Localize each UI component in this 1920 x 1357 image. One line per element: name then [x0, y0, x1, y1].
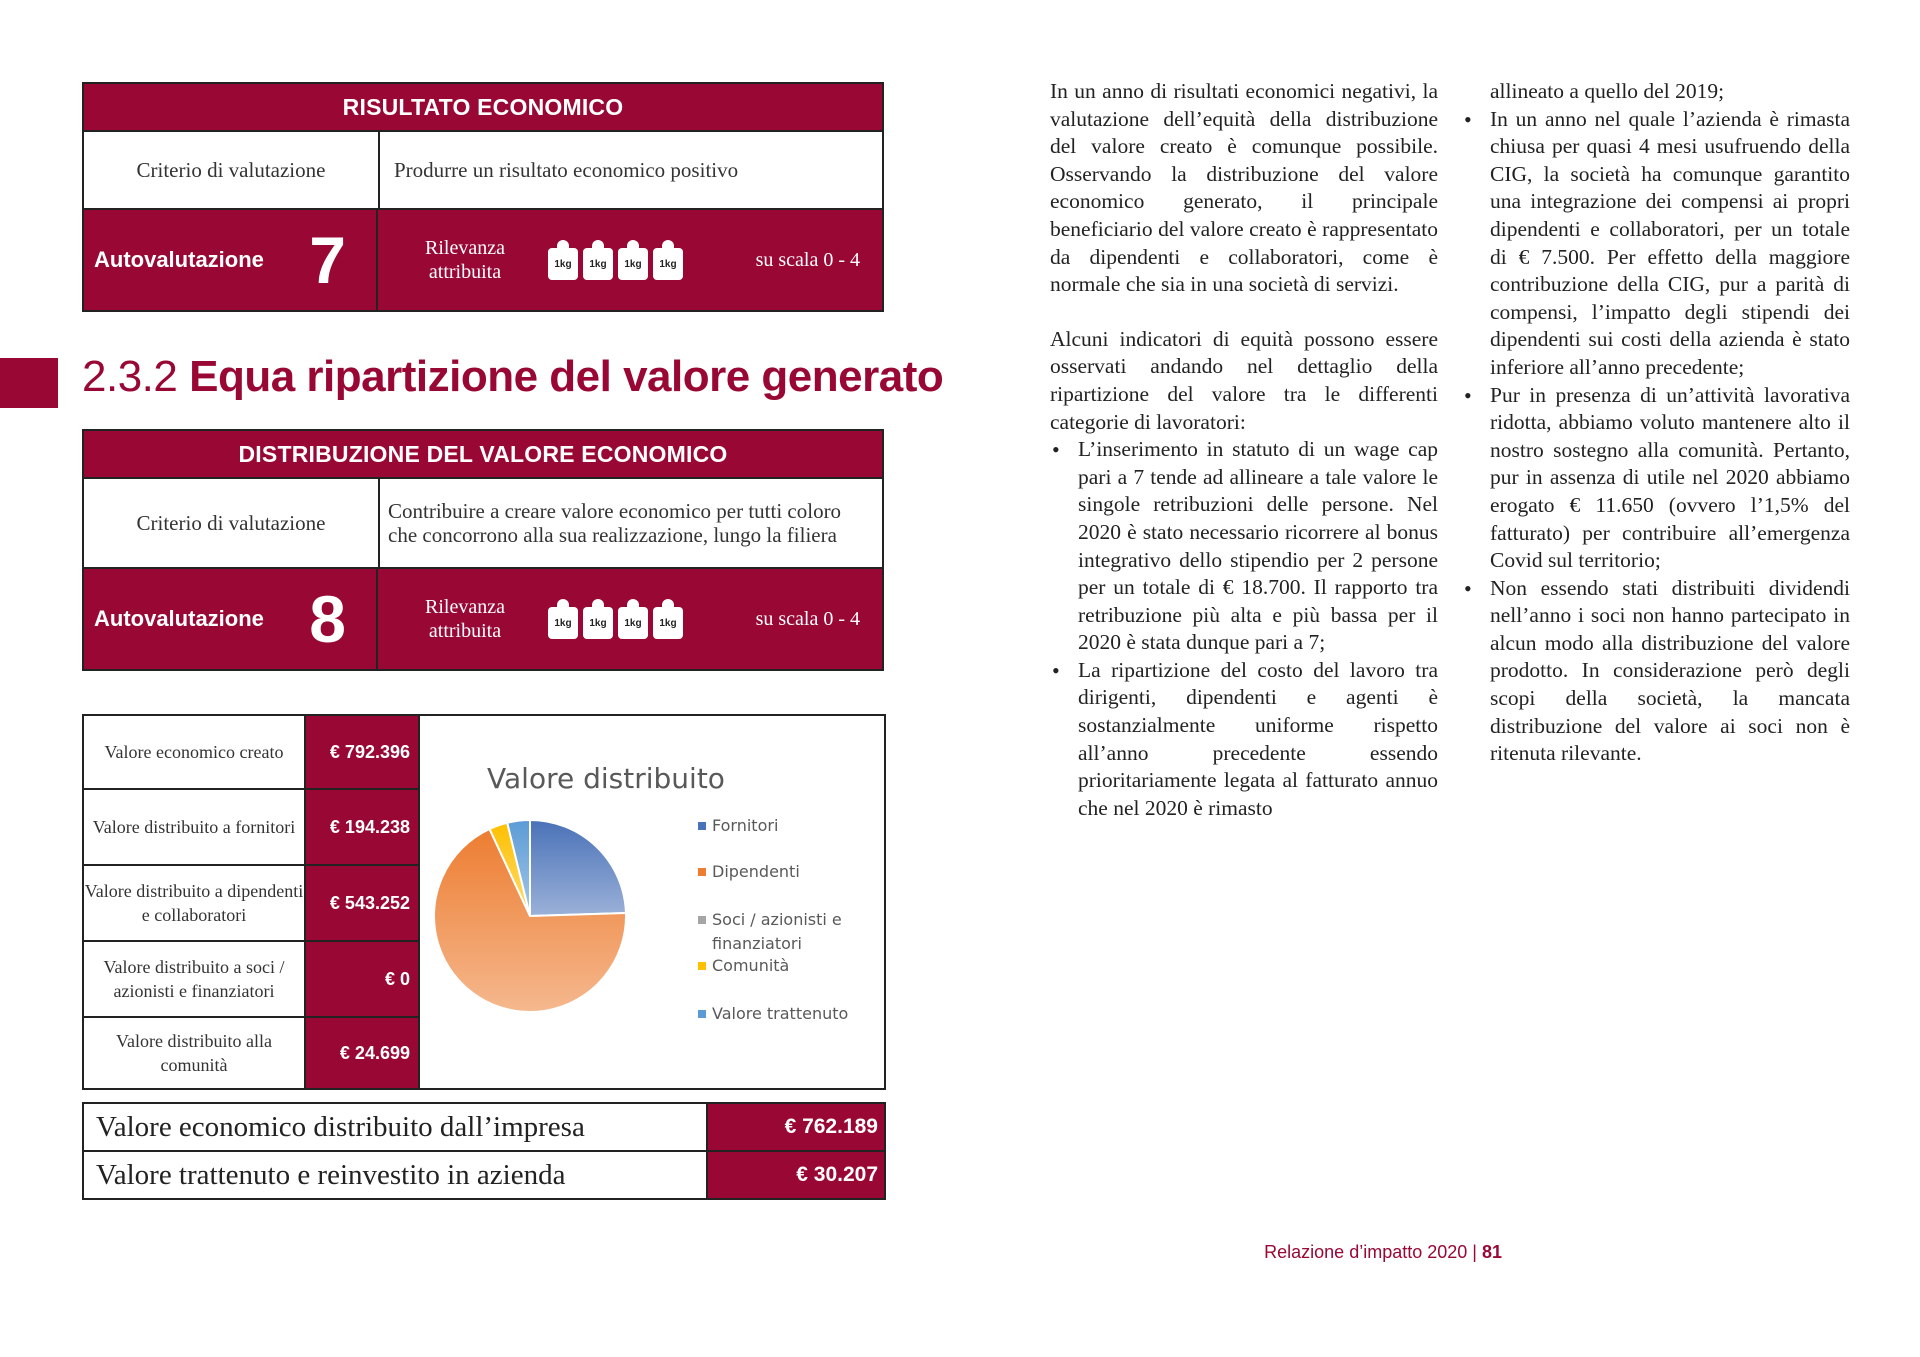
paragraph: Alcuni indicatori di equità possono essere osservati andando nel dettaglio della ripartizione del valore tra le differenti categorie di lavoratori: [1050, 326, 1438, 434]
legend-swatch [698, 868, 706, 876]
total-value: € 30.207 [708, 1152, 884, 1198]
legend-swatch [698, 962, 706, 970]
paragraph: allineato a quello del 2019; [1490, 79, 1725, 103]
value-row-label: Valore distribuito a fornitori [84, 790, 306, 866]
total-label: Valore trattenuto e reinvestito in azienda [84, 1152, 708, 1198]
section-title [82, 352, 943, 402]
total-row-distribuito [82, 1102, 886, 1152]
criterio-text: Produrre un risultato economico positivo [394, 158, 739, 182]
footer-text: Relazione d’impatto 2020 | [1264, 1242, 1477, 1262]
pie-chart-svg [420, 716, 884, 1088]
value-row-label: Valore distribuito alla comunità [84, 1018, 306, 1088]
rilevanza-label: Rilevanza attribuita [425, 596, 505, 642]
weights-group [548, 240, 683, 280]
pie-slice-fornitori [530, 820, 626, 916]
page-number: 81 [1481, 1242, 1502, 1262]
bullet-list [1050, 436, 1438, 822]
value-row-amount: € 24.699 [306, 1018, 420, 1088]
list-item: • Non essendo stati distribuiti dividendi nell’anno i soci non hanno partecipato in alcun modo alla distribuzione del valore prodotto. In considerazione però degli scopi della società, la mancata distribuzione del valore ai soci non è ritenuta rilevante. [1462, 575, 1850, 768]
weight-icon: 1kg [653, 599, 683, 639]
criterio-label: Criterio di valutazione [84, 132, 380, 208]
autovalutazione-label: Autovalutazione [94, 247, 264, 272]
weight-icon: 1kg [618, 240, 648, 280]
value-table [82, 714, 886, 1090]
section-marker [0, 358, 58, 408]
chart-title: Valore distribuito [487, 762, 725, 795]
legend-swatch [698, 916, 706, 924]
box-header: DISTRIBUZIONE DEL VALORE ECONOMICO [84, 431, 882, 479]
autovalutazione-label: Autovalutazione [94, 606, 264, 631]
list-item: • L’inserimento in statuto di un wage cap pari a 7 tende ad allineare a tale valore le singole retribuzioni delle persone. Nel 2020 è stato necessario ricorrere al bonus integrativo dello stipendio per 2 persone per un totale di € 18.700. Il rapporto tra retribuzione più alta e più bassa per il 2020 è stata dunque pari a 7; [1050, 436, 1438, 657]
autovalutazione-score: 7 [309, 223, 346, 297]
weights-group [548, 599, 683, 639]
list-item: • Pur in presenza di un’attività lavorativa ridotta, abbiamo voluto mantenere alto il nostro sostegno alla comunità. Pertanto, pur in assenza di utile nel 2020 abbiamo erogato € 11.650 (ovvero l’1,5% del fatturato) per contribuire all’emergenza Covid sul territorio; [1462, 382, 1850, 575]
value-row-label: Valore distribuito a dipendenti e collaboratori [84, 866, 306, 942]
value-row-label: Valore distribuito a soci / azionisti e finanziatori [84, 942, 306, 1018]
weight-icon: 1kg [653, 240, 683, 280]
rilevanza-label: Rilevanza attribuita [425, 237, 505, 283]
scale-label: su scala 0 - 4 [755, 248, 860, 271]
list-item: • In un anno nel quale l’azienda è rimasta chiusa per quasi 4 mesi usufruendo della CIG, la società ha comunque garantito una integrazione dei compensi ai propri dipendenti e collaboratori, per un totale di € 7.500. Per effetto della maggiore contribuzione della CIG, pur a parità di compensi, l’impatto degli stipendi dei dipendenti sui costi della azienda è stato inferiore all’anno precedente; [1462, 106, 1850, 382]
pie-chart [420, 716, 884, 1088]
text-column-2 [1462, 78, 1850, 768]
autovalutazione-score: 8 [309, 582, 346, 656]
criterio-text: Contribuire a creare valore economico per tutti coloro che concorrono alla sua realizzazione, lungo la filiera [388, 499, 842, 547]
value-row-amount: € 194.238 [306, 790, 420, 866]
legend-label: Soci / azionisti e finanziatori [712, 910, 842, 953]
value-row-amount: € 792.396 [306, 716, 420, 790]
weight-icon: 1kg [548, 240, 578, 280]
section-heading: Equa ripartizione del valore generato [189, 352, 944, 401]
value-row-label: Valore economico creato [84, 716, 306, 790]
weight-icon: 1kg [618, 599, 648, 639]
legend-label: Dipendenti [712, 862, 800, 881]
text-column-1 [1050, 78, 1438, 822]
box-header: RISULTATO ECONOMICO [84, 84, 882, 132]
weight-icon: 1kg [548, 599, 578, 639]
risultato-economico-box [82, 82, 884, 312]
legend-label: Valore trattenuto [712, 1004, 849, 1023]
list-item: • La ripartizione del costo del lavoro tra dirigenti, dipendenti e agenti è sostanzialmente uniforme rispetto all’anno precedente essendo prioritariamente legata al fatturato annuo che nel 2020 è rimasto [1050, 657, 1438, 823]
legend-swatch [698, 822, 706, 830]
value-row-amount: € 543.252 [306, 866, 420, 942]
paragraph: In un anno di risultati economici negativi, la valutazione dell’equità della distribuzione del valore creato è comunque possibile. Osservando la distribuzione del valore economico generato, il principale beneficiario del valore creato è rappresentato da dipendenti e collaboratori, come è normale che sia in una società di servizi. [1050, 79, 1438, 297]
legend-swatch [698, 1010, 706, 1018]
total-label: Valore economico distribuito dall’impresa [84, 1104, 708, 1150]
legend-label: Fornitori [712, 816, 779, 835]
criterio-label: Criterio di valutazione [84, 479, 380, 567]
section-number: 2.3.2 [82, 352, 178, 401]
scale-label: su scala 0 - 4 [755, 607, 860, 630]
total-value: € 762.189 [708, 1104, 884, 1150]
total-row-trattenuto [82, 1150, 886, 1200]
legend-label: Comunità [712, 956, 790, 975]
value-row-amount: € 0 [306, 942, 420, 1018]
distribuzione-valore-box [82, 429, 884, 671]
weight-icon: 1kg [583, 240, 613, 280]
weight-icon: 1kg [583, 599, 613, 639]
bullet-list [1462, 106, 1850, 768]
page-footer [1264, 1242, 1502, 1263]
